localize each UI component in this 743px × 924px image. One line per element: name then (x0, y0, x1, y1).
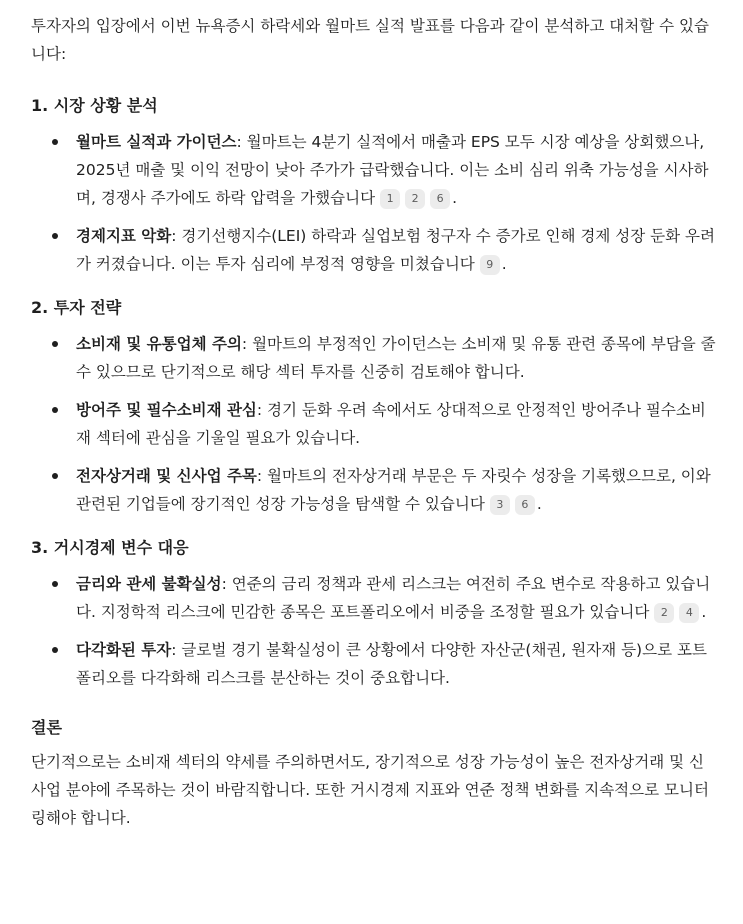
bullet-icon (52, 139, 58, 145)
sections-container (31, 92, 717, 692)
sentence-period: . (501, 255, 507, 273)
citation-badge[interactable]: 6 (515, 495, 535, 515)
item-text: : 경기선행지수(LEI) 하락과 실업보험 청구자 수 증가로 인해 경제 성장 둔화 우려가 커졌습니다. 이는 투자 심리에 부정적 영향을 미쳤습니다 (76, 227, 715, 273)
citation-badge[interactable]: 1 (380, 189, 400, 209)
section-list (31, 570, 717, 692)
sentence-period: . (536, 495, 542, 513)
citation-badge[interactable]: 4 (679, 603, 699, 623)
item-term: 전자상거래 및 신사업 주목 (76, 467, 257, 485)
item-term: 경제지표 악화 (76, 227, 172, 245)
citation-badge[interactable]: 2 (654, 603, 674, 623)
item-term: 다각화된 투자 (76, 641, 172, 659)
citation-badge[interactable]: 2 (405, 189, 425, 209)
section-title: 2. 투자 전략 (31, 298, 122, 317)
item-term: 금리와 관세 불확실성 (76, 575, 222, 593)
item-term: 방어주 및 필수소비재 관심 (76, 401, 257, 419)
list-item (31, 222, 717, 278)
citation-badge[interactable]: 3 (490, 495, 510, 515)
response-document (31, 12, 717, 832)
bullet-icon (52, 233, 58, 239)
conclusion-title: 결론 (31, 718, 62, 737)
item-text: : 글로벌 경기 불확실성이 큰 상황에서 다양한 자산군(채권, 원자재 등)으로 포트폴리오를 다각화해 리스크를 분산하는 것이 중요합니다. (76, 641, 707, 687)
item-text: : 경기 둔화 우려 속에서도 상대적으로 안정적인 방어주나 필수소비재 섹터에 관심을 기울일 필요가 있습니다. (76, 401, 706, 447)
citation-badge[interactable]: 9 (480, 255, 500, 275)
section-list (31, 330, 717, 518)
bullet-icon (52, 581, 58, 587)
section-list (31, 128, 717, 278)
item-text: : 월마트는 4분기 실적에서 매출과 EPS 모두 시장 예상을 상회했으나, 2025년 매출 및 이익 전망이 낮아 주가가 급락했습니다. 이는 소비 심리 위축 가능성을 시사하며, 경쟁사 주가에도 하락 압력을 가했습니다 (76, 133, 709, 207)
item-text: : 월마트의 전자상거래 부문은 두 자릿수 성장을 기록했으므로, 이와 관련된 기업들에 장기적인 성장 가능성을 탐색할 수 있습니다 (76, 467, 711, 513)
section-title: 3. 거시경제 변수 대응 (31, 538, 189, 557)
list-item (31, 128, 717, 212)
item-text: : 월마트의 부정적인 가이던스는 소비재 및 유통 관련 종목에 부담을 줄 수 있으므로 단기적으로 해당 섹터 투자를 신중히 검토해야 합니다. (76, 335, 716, 381)
list-item (31, 462, 717, 518)
item-term: 월마트 실적과 가이던스 (76, 133, 237, 151)
bullet-icon (52, 407, 58, 413)
section-title: 1. 시장 상황 분석 (31, 96, 158, 115)
list-item (31, 330, 717, 386)
citation-badge[interactable]: 6 (430, 189, 450, 209)
sentence-period: . (701, 603, 707, 621)
bullet-icon (52, 341, 58, 347)
list-item (31, 636, 717, 692)
list-item (31, 396, 717, 452)
bullet-icon (52, 473, 58, 479)
item-term: 소비재 및 유통업체 주의 (76, 335, 242, 353)
intro-paragraph: 투자자의 입장에서 이번 뉴욕증시 하락세와 월마트 실적 발표를 다음과 같이 분석하고 대처할 수 있습니다: (31, 17, 709, 63)
item-text: : 연준의 금리 정책과 관세 리스크는 여전히 주요 변수로 작용하고 있습니다. 지정학적 리스크에 민감한 종목은 포트폴리오에서 비중을 조정할 필요가 있습니다 (76, 575, 711, 621)
list-item (31, 570, 717, 626)
sentence-period: . (452, 189, 458, 207)
conclusion-paragraph: 단기적으로는 소비재 섹터의 약세를 주의하면서도, 장기적으로 성장 가능성이 높은 전자상거래 및 신사업 분야에 주목하는 것이 바람직합니다. 또한 거시경제 지표와 연준 정책 변화를 지속적으로 모니터링해야 합니다. (31, 753, 709, 827)
bullet-icon (52, 647, 58, 653)
